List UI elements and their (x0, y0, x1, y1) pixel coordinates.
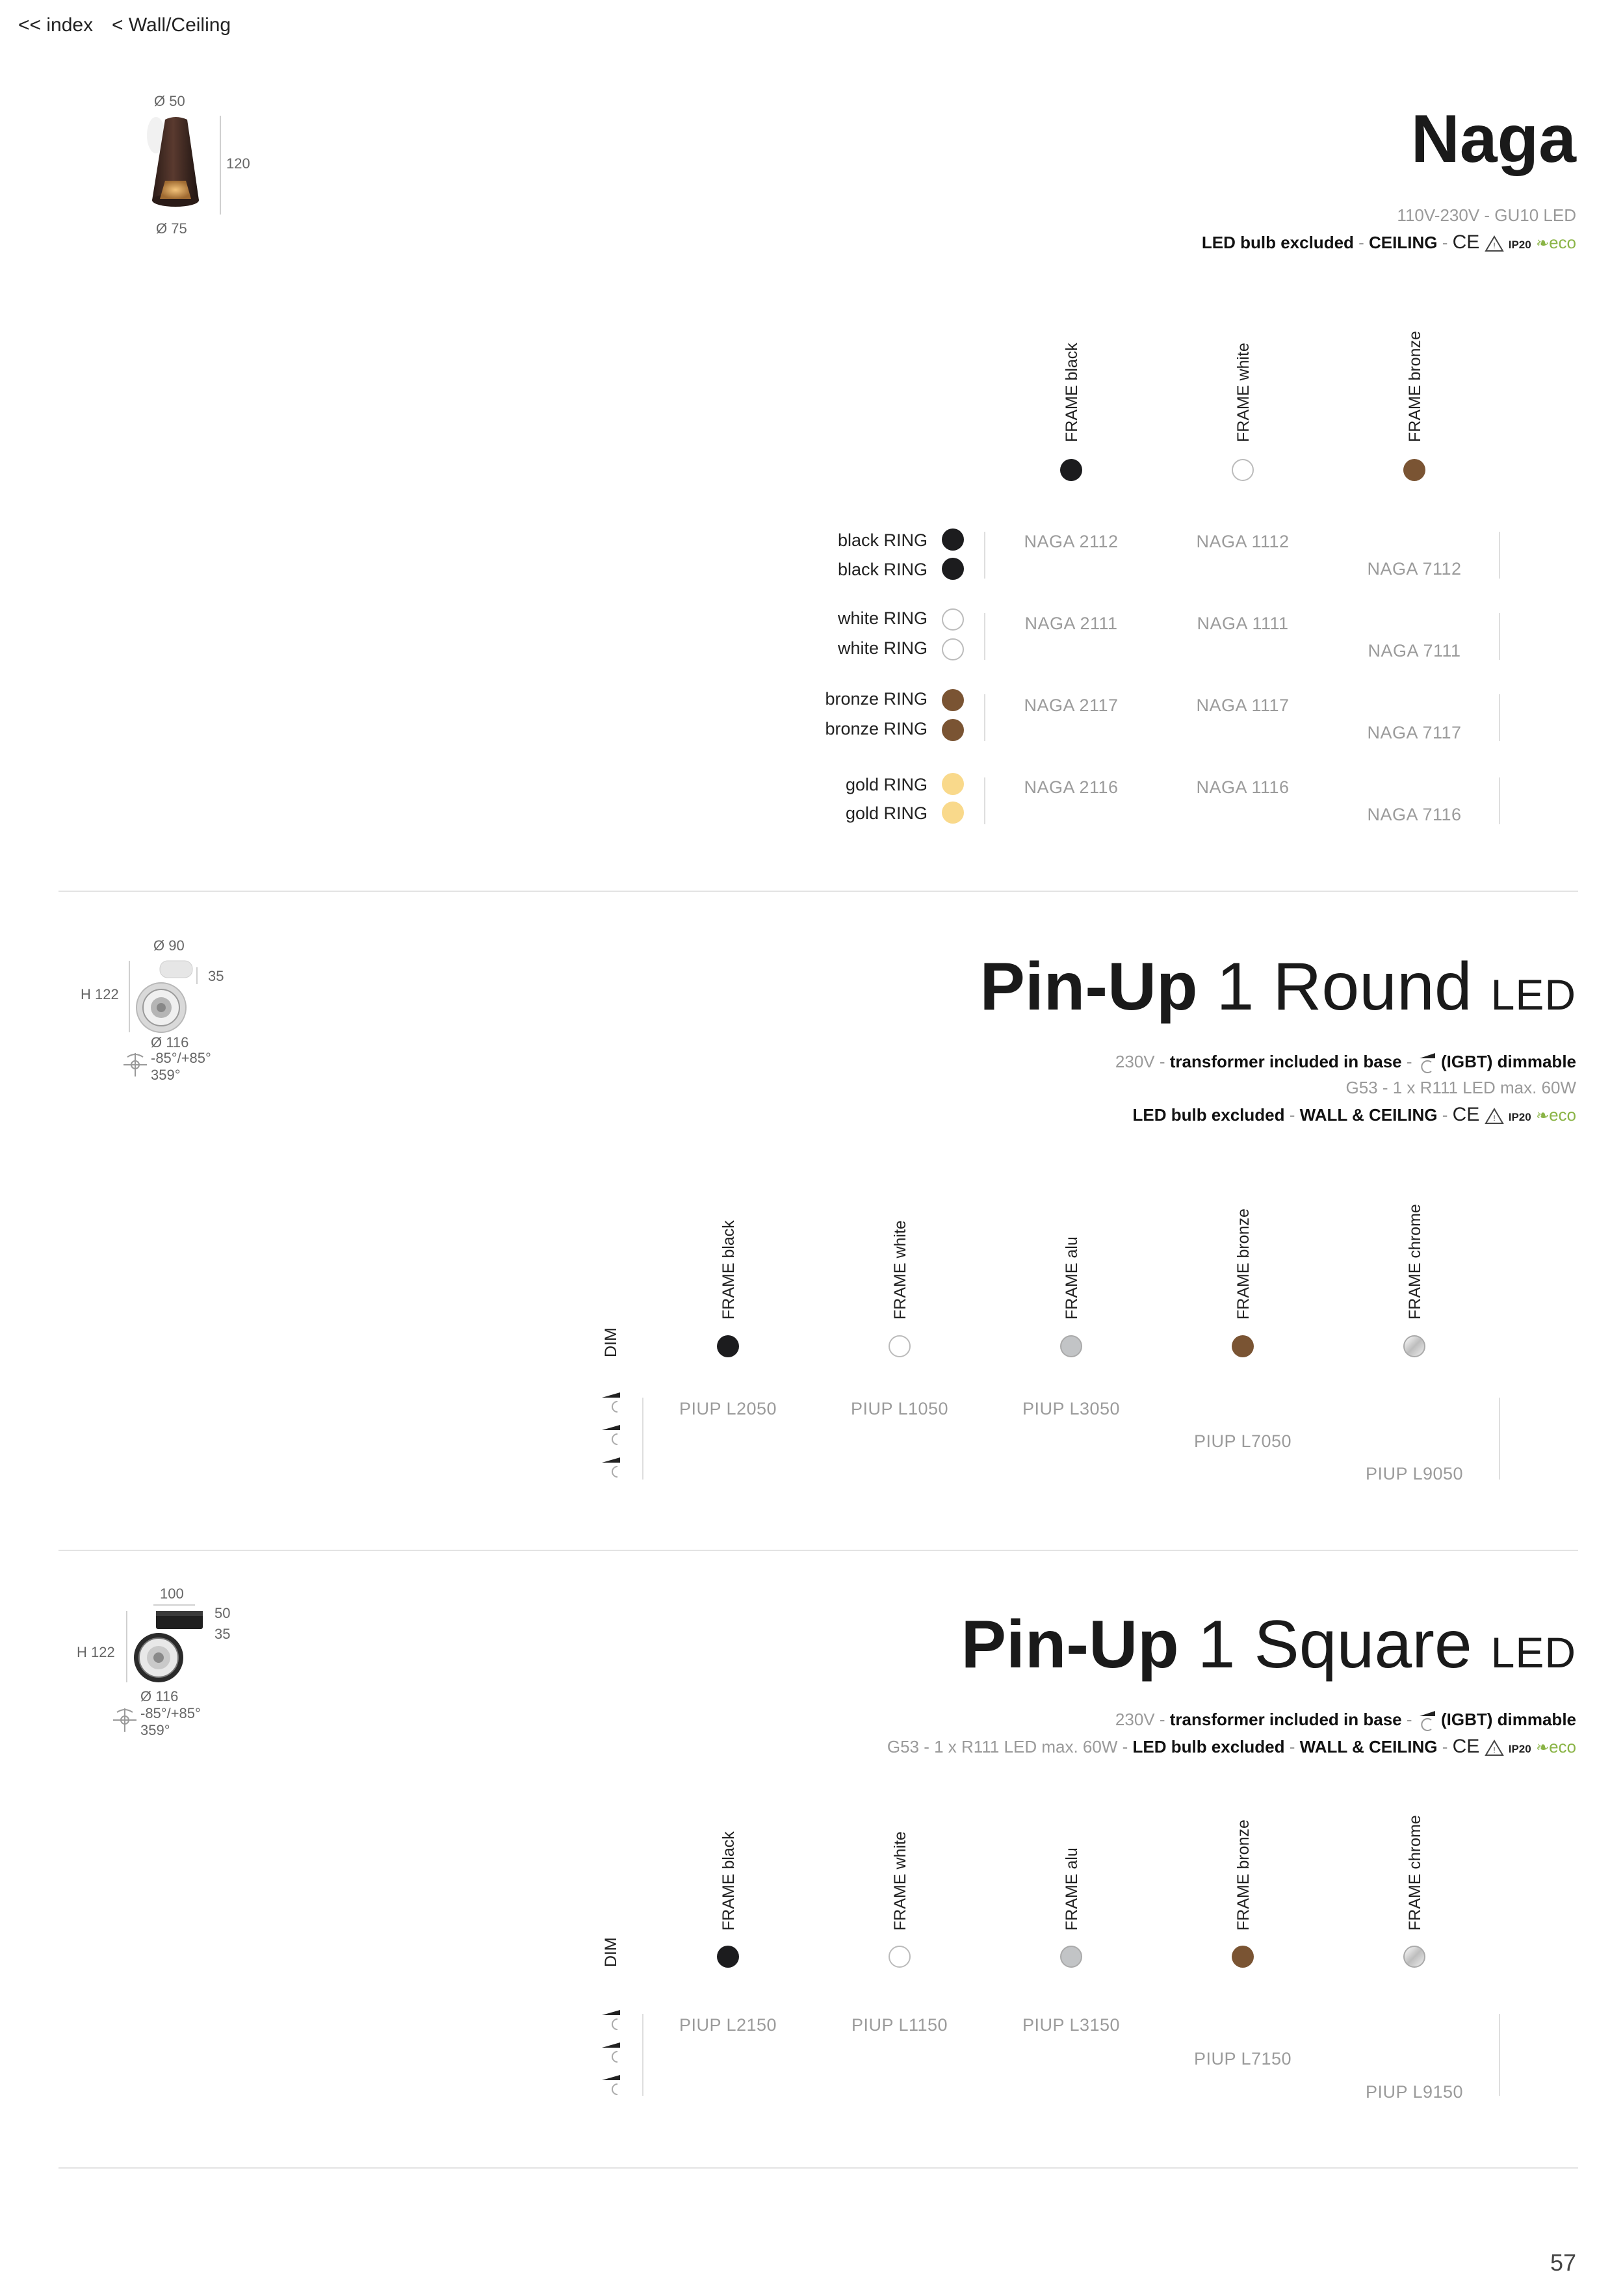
swatch-frame-alu (1060, 1335, 1082, 1357)
swatch-frame-chrome (1403, 1335, 1425, 1357)
product-code[interactable]: PIUP L7150 (1193, 2049, 1292, 2068)
dim-height: H 122 (81, 986, 119, 1002)
product-code[interactable]: PIUP L9150 (1365, 2082, 1464, 2102)
product-code[interactable]: NAGA 1117 (1196, 696, 1290, 715)
swatch-frame-bronze (1403, 459, 1425, 481)
ip-rating-icon: IP20 (1508, 239, 1531, 251)
swatch-ring-bronze (942, 719, 964, 741)
swatch-frame-black (717, 1946, 739, 1968)
ring-label: white RING (837, 638, 928, 658)
index-link[interactable]: << index (18, 14, 94, 36)
dim-height: H 122 (77, 1644, 115, 1660)
product-code[interactable]: NAGA 1111 (1197, 614, 1289, 633)
pinup-square-product-image (130, 1608, 207, 1686)
section-divider (58, 1550, 1578, 1551)
section-divider (58, 891, 1578, 892)
dim-top: Ø 50 (154, 93, 185, 109)
product-code[interactable]: NAGA 2117 (1024, 696, 1119, 715)
product-code[interactable]: PIUP L7050 (1193, 1431, 1292, 1451)
svg-text:!: ! (1492, 241, 1496, 251)
ring-label: black RING (837, 530, 928, 550)
swatch-frame-bronze (1232, 1946, 1254, 1968)
swatch-ring-bronze (942, 689, 964, 711)
ce-mark-icon: CE (1452, 1104, 1480, 1125)
product-code[interactable]: NAGA 2116 (1024, 777, 1119, 797)
swatch-frame-black (717, 1335, 739, 1357)
dim-bottom: Ø 116 (140, 1688, 179, 1704)
dim-height: 120 (226, 155, 250, 172)
product-code[interactable]: PIUP L2050 (679, 1399, 777, 1418)
safety-class-icon (1485, 1108, 1504, 1125)
product-code[interactable]: PIUP L3150 (1022, 2015, 1121, 2035)
swatch-ring-gold (942, 802, 964, 824)
dim-side-1: 50 (214, 1605, 231, 1621)
dim-bottom: Ø 116 (151, 1034, 189, 1050)
pinup-round-spec-line1: 230V - transformer included in base - (IGBT) dimmable (1115, 1052, 1576, 1074)
svg-text:!: ! (1492, 1745, 1496, 1755)
tilt-rotate-icon (112, 1707, 138, 1733)
dim-rotate: 359° (151, 1067, 181, 1083)
naga-product-image (136, 111, 214, 215)
dim-tilt: -85°/+85° (151, 1050, 211, 1066)
safety-class-icon (1485, 1740, 1504, 1756)
product-code[interactable]: NAGA 7111 (1368, 641, 1461, 660)
swatch-frame-white (889, 1335, 911, 1357)
swatch-frame-chrome (1403, 1946, 1425, 1968)
dimmer-icon (601, 2009, 624, 2100)
dimmer-icon (1417, 1710, 1436, 1732)
product-code[interactable]: NAGA 7116 (1367, 805, 1462, 824)
dimmer-icon (601, 1391, 624, 1482)
dim-top: 100 (160, 1585, 184, 1602)
ip-rating-icon: IP20 (1508, 1743, 1531, 1755)
pinup-round-product-image (134, 959, 201, 1036)
product-code[interactable]: NAGA 1116 (1196, 777, 1290, 797)
ce-mark-icon: CE (1452, 231, 1480, 253)
swatch-ring-white (942, 608, 964, 631)
swatch-frame-bronze (1232, 1335, 1254, 1357)
ring-label: gold RING (845, 775, 928, 794)
product-code[interactable]: PIUP L1150 (851, 2015, 948, 2035)
product-code[interactable]: NAGA 2111 (1024, 614, 1118, 633)
swatch-frame-white (889, 1946, 911, 1968)
swatch-ring-black (942, 528, 964, 551)
svg-text:!: ! (1492, 1114, 1496, 1123)
ring-label: white RING (837, 608, 928, 628)
ring-label: black RING (837, 560, 928, 579)
product-code[interactable]: PIUP L1050 (850, 1399, 949, 1418)
naga-spec-line2: LED bulb excluded - CEILING - CE ! IP20 ❧eco (1201, 231, 1576, 253)
dim-side-2: 35 (214, 1626, 231, 1642)
ring-label: gold RING (845, 803, 928, 823)
product-code[interactable]: NAGA 7117 (1367, 723, 1462, 742)
ip-rating-icon: IP20 (1508, 1111, 1531, 1123)
ring-label: bronze RING (825, 689, 928, 709)
swatch-ring-black (942, 558, 964, 580)
swatch-ring-gold (942, 773, 964, 795)
product-code[interactable]: NAGA 1112 (1196, 532, 1290, 551)
swatch-frame-white (1232, 459, 1254, 481)
ring-label: bronze RING (825, 719, 928, 738)
pinup-round-spec-line3: LED bulb excluded - WALL & CEILING - CE ! IP20 ❧eco (1132, 1104, 1576, 1125)
breadcrumb-wall-ceiling[interactable]: < Wall/Ceiling (112, 14, 231, 36)
dim-side: 35 (208, 968, 224, 984)
ce-mark-icon: CE (1452, 1736, 1480, 1757)
dim-bottom: Ø 75 (156, 220, 187, 237)
product-title-pinup-round: Pin-Up 1 Round LED (980, 949, 1576, 1024)
product-title-pinup-square: Pin-Up 1 Square LED (961, 1607, 1576, 1682)
page-number: 57 (1550, 2249, 1576, 2276)
dim-rotate: 359° (140, 1722, 170, 1738)
swatch-ring-white (942, 638, 964, 660)
eco-leaf-icon: ❧eco (1535, 1105, 1576, 1125)
product-code[interactable]: PIUP L3050 (1022, 1399, 1121, 1418)
pinup-round-spec-line2: G53 - 1 x R111 LED max. 60W (1345, 1078, 1576, 1097)
naga-spec-voltage: 110V-230V - GU10 LED (1397, 205, 1576, 225)
swatch-frame-alu (1060, 1946, 1082, 1968)
pinup-square-spec-line1: 230V - transformer included in base - (IGBT) dimmable (1115, 1710, 1576, 1732)
product-title-naga: Naga (1410, 101, 1576, 177)
swatch-frame-black (1060, 459, 1082, 481)
dimmer-icon (1417, 1052, 1436, 1074)
pinup-square-spec-line2: G53 - 1 x R111 LED max. 60W - LED bulb excluded - WALL & CEILING - CE ! IP20 ❧eco (887, 1736, 1576, 1757)
eco-leaf-icon: ❧eco (1535, 1737, 1576, 1756)
product-code[interactable]: NAGA 2112 (1024, 532, 1119, 551)
dim-top: Ø 90 (153, 937, 185, 954)
product-code[interactable]: PIUP L2150 (679, 2015, 777, 2035)
tilt-rotate-icon (122, 1052, 148, 1078)
product-code[interactable]: NAGA 7112 (1367, 559, 1462, 579)
section-divider (58, 2167, 1578, 2169)
dim-tilt: -85°/+85° (140, 1705, 201, 1721)
safety-class-icon (1485, 235, 1504, 252)
product-code[interactable]: PIUP L9050 (1365, 1464, 1464, 1483)
eco-leaf-icon: ❧eco (1535, 233, 1576, 252)
